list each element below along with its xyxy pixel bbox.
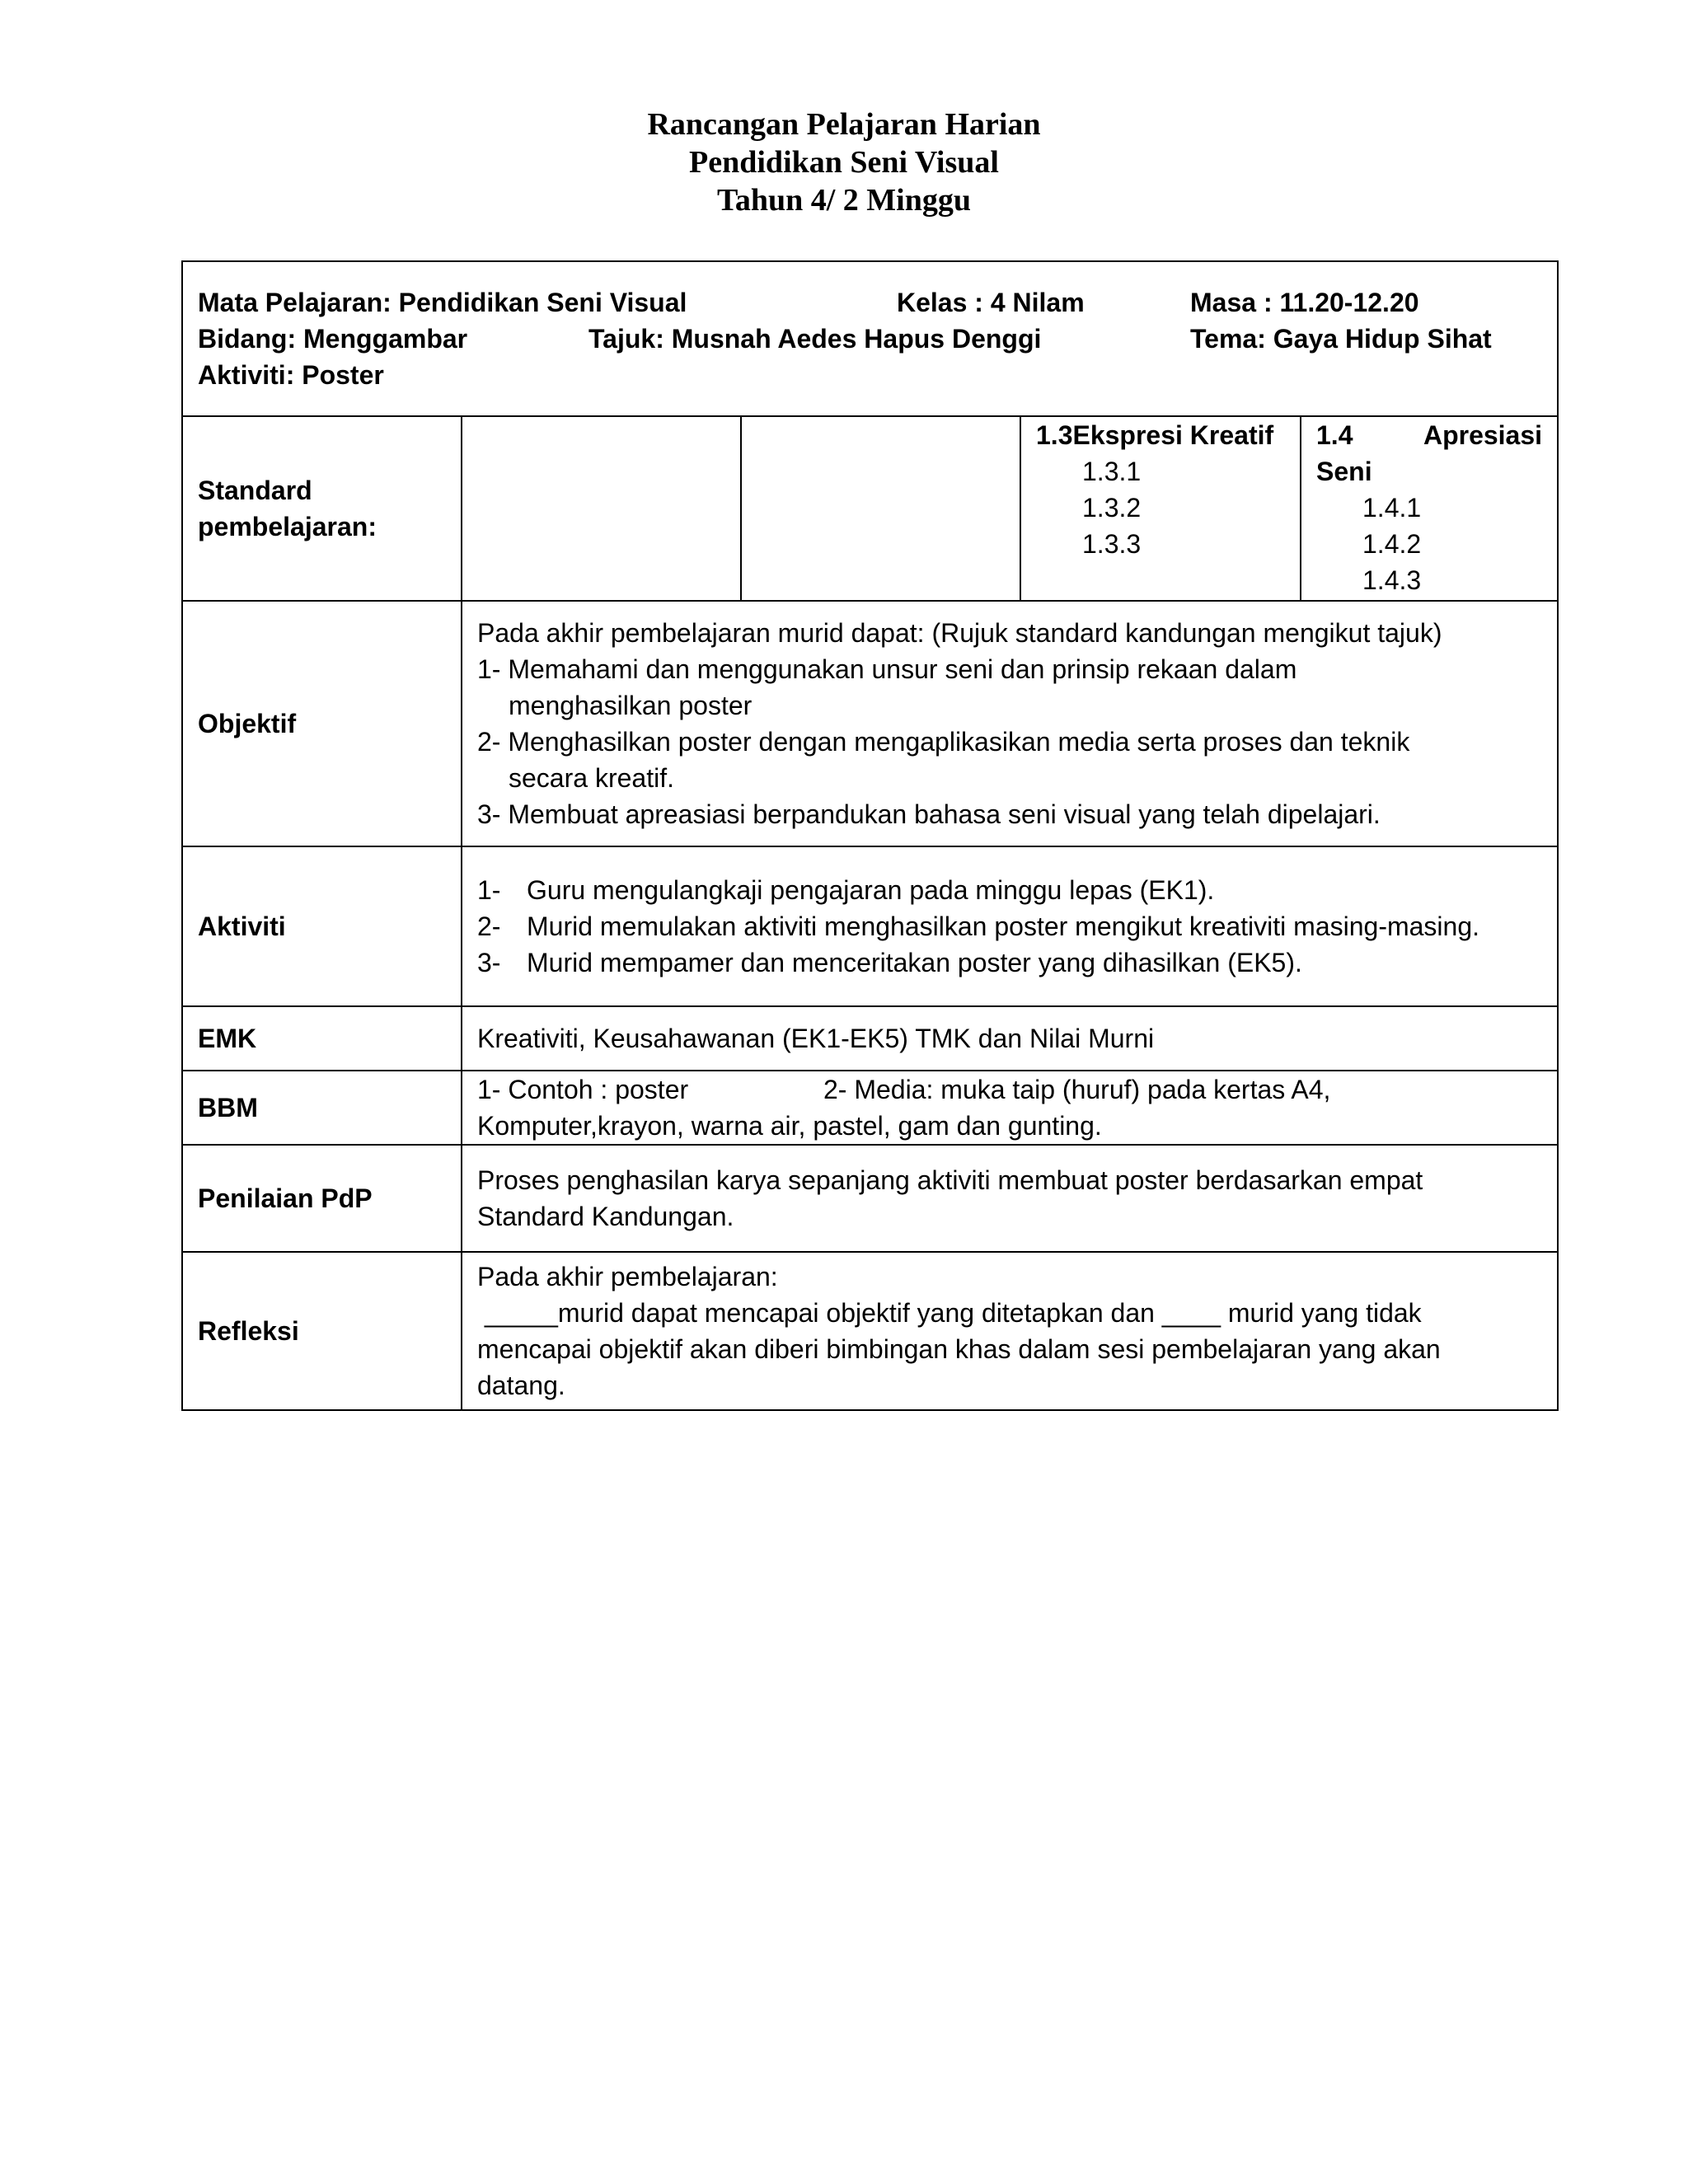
apresiasi-title: 1.4 Apresiasi <box>1316 420 1543 450</box>
refleksi-label: Refleksi <box>182 1252 462 1410</box>
aktiviti-content <box>462 846 1558 1006</box>
title-line-1: Rancangan Pelajaran Harian <box>647 107 1041 142</box>
ekspresi-kreatif-cell <box>1020 416 1301 601</box>
aktiviti-row <box>182 846 1558 1006</box>
bbm-media: 2- Media: muka taip (huruf) pada kertas A4, <box>823 1075 1331 1104</box>
standard-row <box>182 416 1558 601</box>
refleksi-row <box>182 1252 1558 1410</box>
aktiviti-header: Aktiviti: Poster <box>198 360 384 390</box>
penilaian-row <box>182 1145 1558 1252</box>
apresiasi-item: 1.4.1 <box>1362 493 1422 523</box>
objektif-item: 2- Menghasilkan poster dengan mengaplikasikan media serta proses dan teknik <box>477 727 1410 757</box>
standard-empty-cell-1 <box>462 416 741 601</box>
objektif-label: Objektif <box>182 601 462 846</box>
objektif-intro: Pada akhir pembelajaran murid dapat: (Rujuk standard kandungan mengikut tajuk) <box>477 618 1442 648</box>
mata-pelajaran: Mata Pelajaran: Pendidikan Seni Visual <box>198 288 687 317</box>
document-title <box>0 105 1688 219</box>
header-cell <box>182 261 1558 416</box>
standard-label: Standard pembelajaran: <box>182 416 462 601</box>
bbm-line-2: Komputer,krayon, warna air, pastel, gam dan gunting. <box>477 1111 1102 1141</box>
aktiviti-item: 3- Murid mempamer dan menceritakan poster yang dihasilkan (EK5). <box>477 948 1302 977</box>
bidang: Bidang: Menggambar <box>198 324 468 354</box>
ekspresi-item: 1.3.1 <box>1082 457 1142 486</box>
tema: Tema: Gaya Hidup Sihat <box>1190 324 1492 354</box>
bbm-contoh: 1- Contoh : poster <box>477 1075 689 1104</box>
masa: Masa : 11.20-12.20 <box>1190 288 1419 317</box>
emk-label: EMK <box>182 1006 462 1071</box>
bbm-row <box>182 1071 1558 1145</box>
title-line-2: Pendidikan Seni Visual <box>689 145 999 180</box>
penilaian-label: Penilaian PdP <box>182 1145 462 1252</box>
objektif-row <box>182 601 1558 846</box>
objektif-content: Pada akhir pembelajaran murid dapat: (Rujuk standard kandungan mengikut tajuk) 1- Memahami dan menggunakan unsur seni dan prinsip rekaan dalam menghasilkan poster 2- Menghasilkan poster dengan mengaplikasikan media serta proses dan teknik secara kreatif. 3- Membuat apreasiasi berpandukan bahasa seni visual yang telah dipelajari. <box>462 601 1558 846</box>
emk-row <box>182 1006 1558 1071</box>
header-row <box>182 261 1558 416</box>
ekspresi-item: 1.3.2 <box>1082 493 1142 523</box>
apresiasi-seni-cell: 1.4 Apresiasi Seni 1.4.1 1.4.2 1.4.3 <box>1301 416 1558 601</box>
apresiasi-item: 1.4.2 <box>1362 529 1422 559</box>
kelas: Kelas : 4 Nilam <box>897 288 1085 317</box>
tajuk: Tajuk: Musnah Aedes Hapus Denggi <box>588 324 1042 354</box>
title-line-3: Tahun 4/ 2 Minggu <box>716 183 971 218</box>
lesson-plan-table <box>181 260 1559 1411</box>
aktiviti-label: Aktiviti <box>182 846 462 1006</box>
objektif-item: 3- Membuat apreasiasi berpandukan bahasa seni visual yang telah dipelajari. <box>477 799 1381 829</box>
apresiasi-item: 1.4.3 <box>1362 565 1422 595</box>
bbm-label: BBM <box>182 1071 462 1145</box>
penilaian-content: Proses penghasilan karya sepanjang aktiviti membuat poster berdasarkan empat Standard Kandungan. <box>462 1145 1558 1252</box>
aktiviti-item: 2- Murid memulakan aktiviti menghasilkan poster mengikut kreativiti masing-masing. <box>477 912 1480 941</box>
ekspresi-item: 1.3.3 <box>1082 529 1142 559</box>
ekspresi-title: 1.3Ekspresi Kreatif <box>1036 420 1274 450</box>
standard-empty-cell-2 <box>741 416 1020 601</box>
bbm-content <box>462 1071 1558 1145</box>
refleksi-content: Pada akhir pembelajaran: _____murid dapat mencapai objektif yang ditetapkan dan ____ murid yang tidak mencapai objektif akan diberi bimbingan khas dalam sesi pembelajaran yang akan datang. <box>462 1252 1558 1410</box>
objektif-item: 1- Memahami dan menggunakan unsur seni dan prinsip rekaan dalam <box>477 654 1297 684</box>
aktiviti-item: 1- Guru mengulangkaji pengajaran pada minggu lepas (EK1). <box>477 875 1215 905</box>
emk-content: Kreativiti, Keusahawanan (EK1-EK5) TMK dan Nilai Murni <box>462 1006 1558 1071</box>
